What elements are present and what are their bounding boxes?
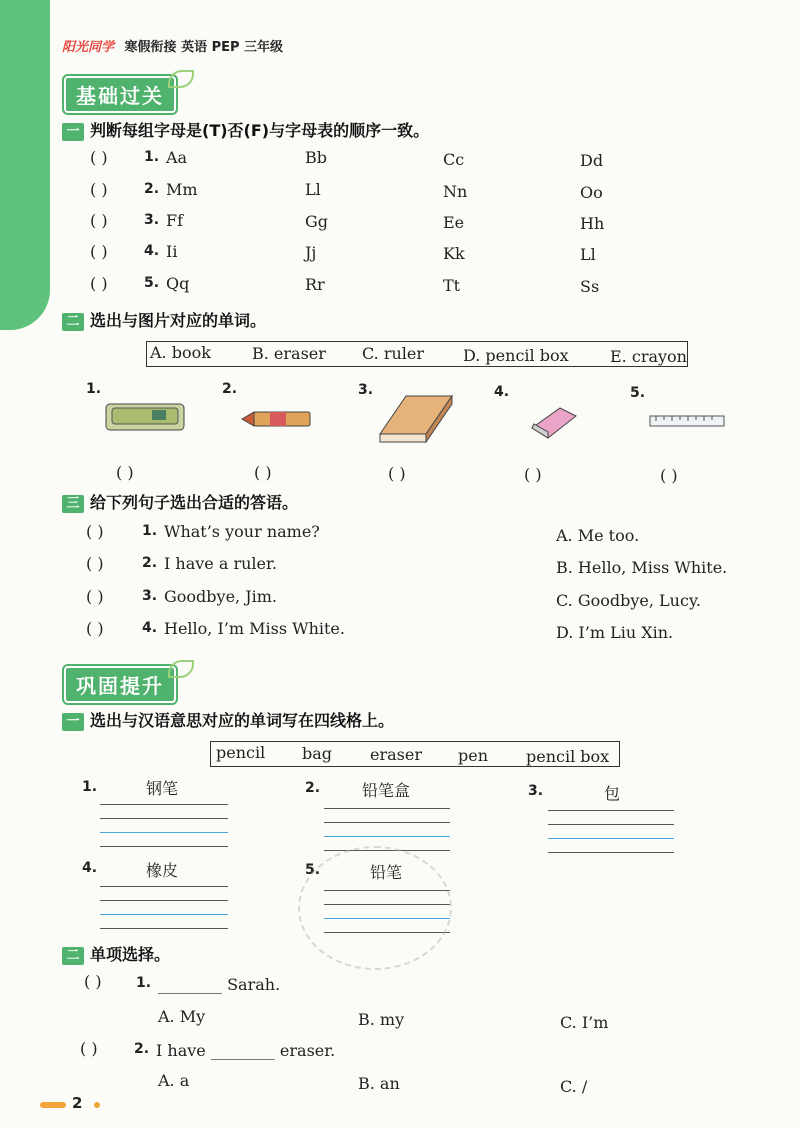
section-4-title: 一 选出与汉语意思对应的单词写在四线格上。 (62, 708, 394, 731)
brand-logo: 阳光同学 (62, 40, 115, 55)
letter-pair: Jj (305, 243, 317, 262)
answer-blank[interactable]: ( ) (86, 587, 104, 606)
answer-option: A. Me too. (556, 526, 640, 545)
choice-option: A. a (158, 1071, 190, 1090)
section-number-badge: 二 (62, 313, 84, 331)
answer-blank[interactable]: ( ) (90, 274, 108, 293)
choice-option: C. I’m (560, 1013, 609, 1032)
choice-option: C. / (560, 1077, 588, 1096)
item-number: 1. (142, 523, 158, 539)
letter-pair: Oo (580, 183, 603, 202)
item-number: 4. (144, 243, 160, 259)
picture-number: 4. (494, 384, 510, 400)
tag-basic: 基础过关 (64, 76, 176, 113)
letter-pair: Aa (166, 148, 188, 167)
letter-pair: Ss (580, 277, 600, 296)
choice-option: B. an (358, 1074, 400, 1093)
eraser-picture (526, 402, 582, 442)
item-number: 4. (82, 860, 98, 876)
answer-blank[interactable]: ( ) (90, 180, 108, 199)
item-number: 3. (144, 212, 160, 228)
section-2-title: 二 选出与图片对应的单词。 (62, 308, 266, 331)
picture-number: 2. (222, 381, 238, 397)
question-text: What’s your name? (164, 522, 320, 541)
tag-advanced: 巩固提升 (64, 666, 176, 703)
picture-number: 5. (630, 385, 646, 401)
chinese-prompt: 钢笔 (146, 779, 179, 798)
chinese-prompt: 包 (604, 784, 621, 803)
answer-blank[interactable]: ( ) (116, 463, 134, 482)
leaf-icon (168, 70, 194, 88)
letter-pair: Kk (443, 244, 465, 263)
item-number: 2. (134, 1041, 150, 1057)
answer-blank[interactable]: ( ) (90, 211, 108, 230)
letter-pair: Bb (305, 148, 327, 167)
item-number: 4. (142, 620, 158, 636)
word-option: pencil box (526, 747, 610, 766)
chinese-prompt: 铅笔 (370, 863, 403, 882)
pencil-box-picture (104, 398, 188, 434)
section-1-title: 一 判断每组字母是(T)否(F)与字母表的顺序一致。 (62, 118, 429, 141)
question-text: Goodbye, Jim. (164, 587, 277, 606)
letter-pair: Ll (580, 245, 596, 264)
book-picture (376, 392, 456, 446)
page-number: 2 (72, 1094, 83, 1112)
page-footer-bar (40, 1102, 66, 1108)
letter-pair: Tt (443, 276, 461, 295)
word-option: D. pencil box (463, 346, 569, 365)
answer-option: B. Hello, Miss White. (556, 558, 728, 577)
ruler-picture (648, 412, 728, 430)
answer-blank[interactable]: ( ) (90, 242, 108, 261)
answer-blank[interactable]: ( ) (90, 148, 108, 167)
word-option: E. crayon (610, 347, 687, 366)
word-option: B. eraser (252, 344, 326, 363)
section-number-badge: 一 (62, 713, 84, 731)
question-text: I have ________ eraser. (156, 1041, 336, 1060)
letter-pair: Dd (580, 151, 604, 170)
page-header (62, 36, 283, 55)
choice-option: A. My (158, 1007, 206, 1026)
item-number: 5. (305, 862, 321, 878)
leaf-icon (168, 660, 194, 678)
word-option: pencil (216, 743, 266, 762)
item-number: 2. (305, 780, 321, 796)
answer-option: D. I’m Liu Xin. (556, 623, 674, 642)
answer-blank[interactable]: ( ) (388, 464, 406, 483)
letter-pair: Ff (166, 211, 184, 230)
question-text: ________ Sarah. (158, 975, 281, 994)
letter-pair: Rr (305, 275, 325, 294)
word-option: eraser (370, 745, 422, 764)
item-number: 1. (82, 779, 98, 795)
letter-pair: Cc (443, 150, 465, 169)
answer-blank[interactable]: ( ) (84, 972, 102, 991)
answer-blank[interactable]: ( ) (86, 522, 104, 541)
letter-pair: Nn (443, 182, 468, 201)
section-number-badge: 一 (62, 123, 84, 141)
item-number: 1. (136, 975, 152, 991)
answer-blank[interactable]: ( ) (254, 463, 272, 482)
answer-blank[interactable]: ( ) (660, 466, 678, 485)
choice-option: B. my (358, 1010, 405, 1029)
letter-pair: Ll (305, 180, 321, 199)
question-text: Hello, I’m Miss White. (164, 619, 345, 638)
word-option: pen (458, 746, 489, 765)
letter-pair: Qq (166, 274, 190, 293)
letter-pair: Gg (305, 212, 329, 231)
letter-pair: Hh (580, 214, 605, 233)
answer-option: C. Goodbye, Lucy. (556, 591, 701, 610)
green-side-band (0, 0, 50, 330)
page-footer-dot (94, 1102, 100, 1108)
answer-blank[interactable]: ( ) (80, 1039, 98, 1058)
section-number-badge: 二 (62, 947, 84, 965)
item-number: 2. (142, 555, 158, 571)
picture-number: 1. (86, 381, 102, 397)
word-option: bag (302, 744, 333, 763)
item-number: 5. (144, 275, 160, 291)
letter-pair: Ii (166, 242, 178, 261)
section-5-title: 二 单项选择。 (62, 942, 170, 965)
letter-pair: Mm (166, 180, 198, 199)
answer-blank[interactable]: ( ) (86, 554, 104, 573)
watermark-stamp (298, 846, 452, 970)
item-number: 3. (528, 783, 544, 799)
section-number-badge: 三 (62, 495, 84, 513)
question-text: I have a ruler. (164, 554, 277, 573)
picture-number: 3. (358, 382, 374, 398)
chinese-prompt: 橡皮 (146, 861, 179, 880)
answer-blank[interactable]: ( ) (524, 465, 542, 484)
header-title: 寒假衔接 英语 PEP 三年级 (124, 40, 284, 55)
crayon-picture (240, 408, 320, 430)
section-3-title: 三 给下列句子选出合适的答语。 (62, 490, 298, 513)
item-number: 1. (144, 149, 160, 165)
word-option: C. ruler (362, 344, 425, 363)
chinese-prompt: 铅笔盒 (362, 781, 411, 800)
item-number: 3. (142, 588, 158, 604)
word-option: A. book (150, 343, 211, 362)
answer-blank[interactable]: ( ) (86, 619, 104, 638)
item-number: 2. (144, 181, 160, 197)
letter-pair: Ee (443, 213, 465, 232)
